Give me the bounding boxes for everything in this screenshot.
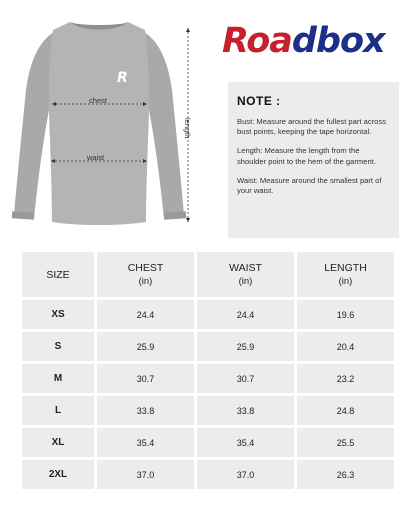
- size-cell: XL: [22, 428, 94, 457]
- shirt-body: [49, 22, 149, 225]
- table-row: [22, 332, 394, 361]
- shirt-diagram: [0, 0, 220, 235]
- header-length: [297, 252, 394, 297]
- size-cell: L: [22, 396, 94, 425]
- table-header-row: [22, 252, 394, 297]
- chest-label: chest: [89, 96, 107, 105]
- logo-text-red: Roa: [222, 21, 292, 61]
- note-title: NOTE :: [237, 94, 281, 108]
- length-cell: 26.3: [297, 460, 394, 489]
- length-cell: 23.2: [297, 364, 394, 393]
- length-label: length: [183, 118, 192, 139]
- chest-cell: 25.9: [97, 332, 194, 361]
- header-label: LENGTH: [324, 262, 367, 274]
- length-cell: 19.6: [297, 300, 394, 329]
- waist-cell: 33.8: [197, 396, 294, 425]
- table-row: [22, 396, 394, 425]
- waist-cell: 25.9: [197, 332, 294, 361]
- waist-cell: 37.0: [197, 460, 294, 489]
- chest-cell: 37.0: [97, 460, 194, 489]
- waist-label: waist: [87, 153, 105, 162]
- length-cell: 20.4: [297, 332, 394, 361]
- header-size: [22, 252, 94, 297]
- waist-cell: 24.4: [197, 300, 294, 329]
- size-cell: XS: [22, 300, 94, 329]
- size-cell: M: [22, 364, 94, 393]
- header-unit: (in): [338, 276, 353, 287]
- size-cell: 2XL: [22, 460, 94, 489]
- header-waist: [197, 252, 294, 297]
- brand-logo: [222, 20, 394, 62]
- table-row: [22, 428, 394, 457]
- note-bust: Bust: Measure around the fullest part across bust points, keeping the tape horizontal.: [237, 117, 386, 137]
- chest-cell: 24.4: [97, 300, 194, 329]
- chest-cell: 30.7: [97, 364, 194, 393]
- waist-cell: 35.4: [197, 428, 294, 457]
- waist-cell: 30.7: [197, 364, 294, 393]
- note-box: [228, 82, 399, 238]
- length-arrow-top-icon: [186, 28, 190, 32]
- table-row: [22, 364, 394, 393]
- size-cell: S: [22, 332, 94, 361]
- table-row: [22, 300, 394, 329]
- header-unit: (in): [238, 276, 253, 287]
- header-chest: [97, 252, 194, 297]
- chest-cell: 35.4: [97, 428, 194, 457]
- header-label: SIZE: [46, 268, 70, 281]
- length-cell: 24.8: [297, 396, 394, 425]
- size-table: [22, 252, 394, 492]
- header-label: WAIST: [229, 262, 262, 274]
- note-length: Length: Measure the length from the shoulder point to the hem of the garment.: [237, 146, 376, 166]
- logo-text-blue: dbox: [291, 21, 385, 61]
- chest-logo-icon: R: [117, 70, 128, 86]
- header-label: CHEST: [127, 262, 164, 274]
- chest-cell: 33.8: [97, 396, 194, 425]
- length-cell: 25.5: [297, 428, 394, 457]
- note-waist: Waist: Measure around the smallest part of your waist.: [237, 175, 382, 196]
- header-unit: (in): [138, 276, 153, 287]
- table-row: [22, 460, 394, 489]
- length-arrow-bottom-icon: [186, 218, 190, 222]
